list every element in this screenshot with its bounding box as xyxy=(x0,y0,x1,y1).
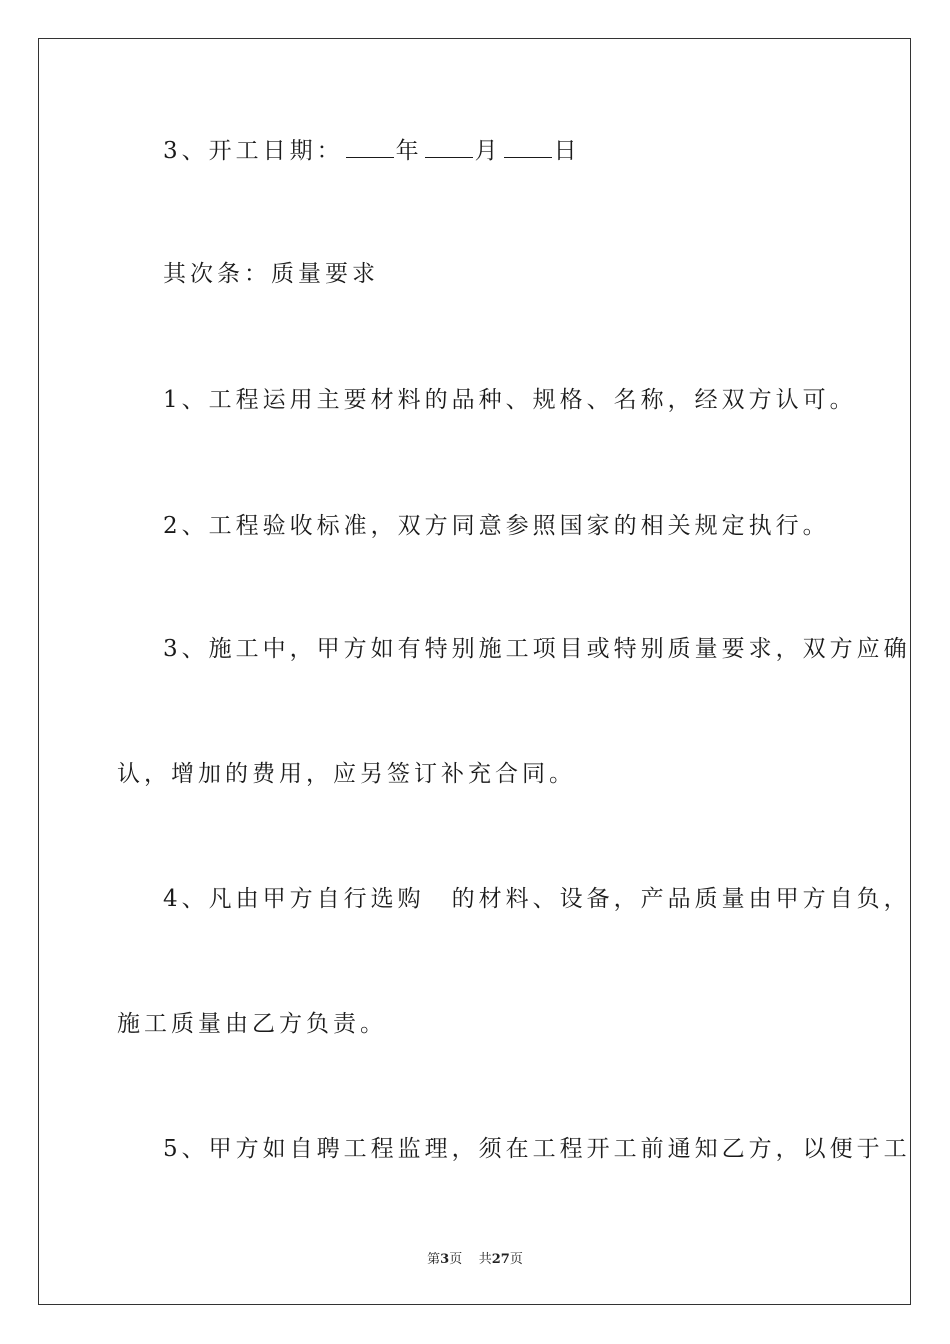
paragraph-acceptance: 2、工程验收标准，双方同意参照国家的相关规定执行。 xyxy=(163,513,830,539)
page-number: 3 xyxy=(440,1252,450,1267)
start-date-label: 3、开工日期： xyxy=(163,138,344,164)
paragraph-purchased-materials: 4、凡由甲方自行选购 的材料、设备，产品质量由甲方自负， xyxy=(163,886,911,912)
page-prefix: 第 xyxy=(427,1252,441,1267)
section-title: 其次条：质量要求 xyxy=(163,261,379,287)
page-footer xyxy=(0,1248,950,1267)
paragraph-materials: 1、工程运用主要材料的品种、规格、名称，经双方认可。 xyxy=(163,387,857,413)
paragraph-special-items: 3、施工中，甲方如有特别施工项目或特别质量要求，双方应确 xyxy=(163,636,911,662)
start-date-line xyxy=(163,136,581,166)
page-border xyxy=(38,38,911,1305)
paragraph-purchased-materials-cont: 施工质量由乙方负责。 xyxy=(117,1011,387,1037)
year-blank xyxy=(346,137,394,158)
day-label: 日 xyxy=(553,138,581,164)
paragraph-supervision: 5、甲方如自聘工程监理，须在工程开工前通知乙方，以便于工 xyxy=(163,1136,911,1162)
month-label: 月 xyxy=(474,138,502,164)
total-pages: 27 xyxy=(491,1252,510,1267)
day-blank xyxy=(504,137,552,158)
paragraph-special-items-cont: 认，增加的费用，应另签订补充合同。 xyxy=(117,761,576,787)
total-suffix: 页 xyxy=(509,1252,523,1267)
total-prefix: 共 xyxy=(478,1252,492,1267)
month-blank xyxy=(425,137,473,158)
year-label: 年 xyxy=(395,138,423,164)
page-suffix: 页 xyxy=(449,1252,463,1267)
